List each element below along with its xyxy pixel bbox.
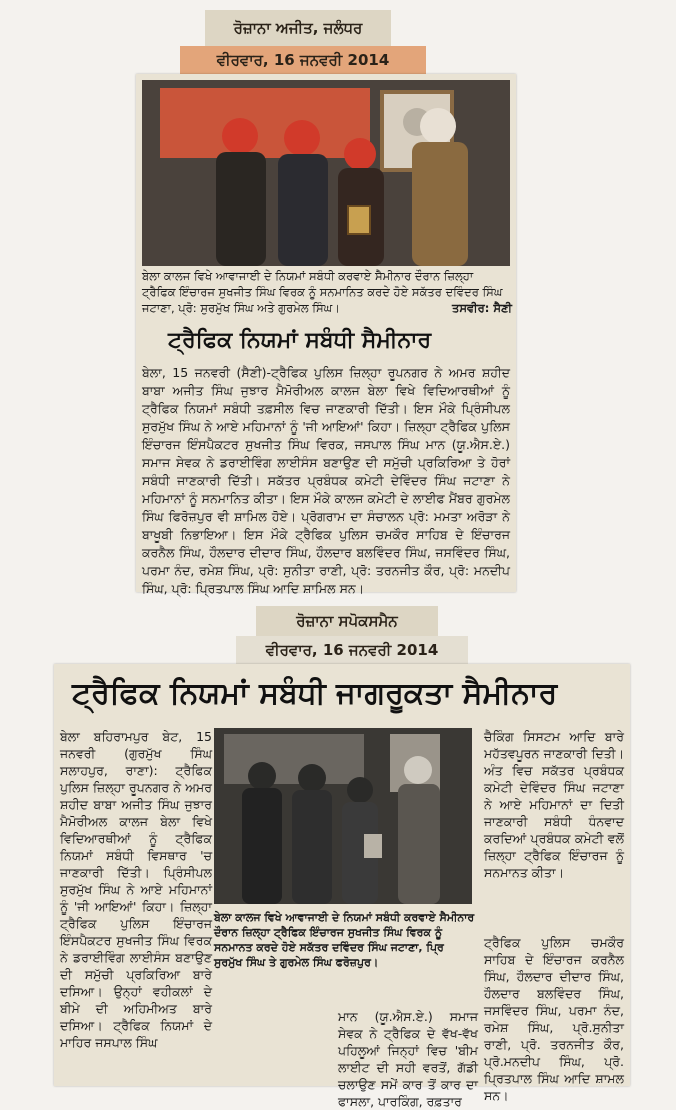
photo-credit: ਤਸਵੀਰ: ਸੈਣੀ <box>451 301 512 315</box>
paper-name: ਰੋਜ਼ਾਨਾ ਸਪੋਕਸਮੈਨ <box>296 612 398 630</box>
photo-illustration <box>214 728 472 904</box>
clipping-spokesman <box>54 664 630 1109</box>
date-label: ਵੀਰਵਾਰ, 16 ਜਨਵਰੀ 2014 <box>265 641 439 659</box>
photo-caption: ਬੇਲਾ ਕਾਲਜ ਵਿਖੇ ਆਵਾਜਾਈ ਦੇ ਨਿਯਮਾਂ ਸਬੰਧੀ ਕਰਵਾਏ ਸੈਮੀਨਾਰ ਦੌਰਾਨ ਜ਼ਿਲ੍ਹਾ ਟ੍ਰੈਫਿਕ ਇੰਚਾਰਜ ਸੁਖਜੀਤ ਸਿੰਘ ਵਿਰਕ ਨੂੰ ਸਨਮਾਨਿਤ ਕਰਦੇ ਹੋਏ ਸਕੱਤਰ ਦਵਿੰਦਰ ਸਿੰਘ ਜਟਾਣਾ, ਪ੍ਰੋ: ਸੁਰਮੁੱਖ ਸਿੰਘ ਅਤੇ ਗੁਰਮੇਲ ਸਿੰਘ। <box>142 269 503 315</box>
photo-illustration <box>142 80 510 266</box>
article-right-column-bottom: ਟ੍ਰੈਫਿਕ ਪੁਲਿਸ ਚਮਕੌਰ ਸਾਹਿਬ ਦੇ ਇੰਚਾਰਜ ਕਰਨੈਲ ਸਿੰਘ, ਹੌਲਦਾਰ ਦੀਦਾਰ ਸਿੰਘ, ਹੌਲਦਾਰ ਬਲਵਿੰਦਰ ਸਿੰਘ, ਜਸਵਿੰਦਰ ਸਿੰਘ, ਪਰਮਾ ਨੰਦ, ਰਮੇਸ਼ ਸਿੰਘ, ਪ੍ਰੋ.ਸੁਨੀਤਾ ਰਾਣੀ, ਪ੍ਰੋ. ਤਰਨਜੀਤ ਕੌਰ, ਪ੍ਰੋ.ਮਨਦੀਪ ਸਿੰਘ, ਪ੍ਰੋ. ਪ੍ਰਿਤਪਾਲ ਸਿੰਘ ਆਦਿ ਸ਼ਾਮਲ ਸਨ। <box>484 935 624 1103</box>
clipping-ajit <box>136 74 516 596</box>
date-strip-ajit <box>180 46 426 74</box>
headline: ਟ੍ਰੈਫਿਕ ਨਿਯਮਾਂ ਸਬੰਧੀ ਸੈਮੀਨਾਰ <box>168 328 432 353</box>
article-left-column: ਬੇਲਾ ਬਹਿਰਾਮਪੁਰ ਬੇਟ, 15 ਜਨਵਰੀ (ਗੁਰਮੁੱਖ ਸਿੰਘ ਸਲਾਹਪੁਰ, ਰਾਣਾ): ਟ੍ਰੈਫਿਕ ਪੁਲਿਸ ਜ਼ਿਲ੍ਹਾ ਰੂਪਨਗਰ ਨੇ ਅਮਰ ਸ਼ਹੀਦ ਬਾਬਾ ਅਜੀਤ ਸਿੰਘ ਜੁਝਾਰ ਮੈਮੋਰੀਅਲ ਕਾਲਜ ਬੇਲਾ ਵਿਖੇ ਵਿਦਿਆਰਥੀਆਂ ਨੂੰ ਟ੍ਰੈਫਿਕ ਨਿਯਮਾਂ ਸਬੰਧੀ ਵਿਸਥਾਰ 'ਚ ਜਾਣਕਾਰੀ ਦਿੱਤੀ। ਪ੍ਰਿੰਸੀਪਲ ਸੁਰਮੁੱਖ ਸਿੰਘ ਨੇ ਆਏ ਮਹਿਮਾਨਾਂ ਨੂੰ 'ਜੀ ਆਇਆਂ' ਕਿਹਾ। ਜ਼ਿਲ੍ਹਾ ਟ੍ਰੈਫਿਕ ਪੁਲਿਸ ਇੰਚਾਰਜ ਇੰਸਪੈਕਟਰ ਸੁਖਜੀਤ ਸਿੰਘ ਵਿਰਕ ਨੇ ਡਰਾਈਵਿੰਗ ਲਾਈਸੰਸ ਬਣਾਉਣ ਦੀ ਸਮੁੱਚੀ ਪ੍ਰਕਿਰਿਆ ਬਾਰੇ ਦਸਿਆ। ਉਨ੍ਹਾਂ ਵਹੀਕਲਾਂ ਦੇ ਬੀਮੇ ਦੀ ਅਹਿਮੀਅਤ ਬਾਰੇ ਦਸਿਆ। ਟ੍ਰੈਫਿਕ ਨਿਯਮਾਂ ਦੇ ਮਾਹਿਰ ਜਸਪਾਲ ਸਿੰਘ <box>60 729 212 1050</box>
article-middle-column: ਮਾਨ (ਯੂ.ਐਸ.ਏ.) ਸਮਾਜ ਸੇਵਕ ਨੇ ਟ੍ਰੈਫਿਕ ਦੇ ਵੱਖ-ਵੱਖ ਪਹਿਲੂਆਂ ਜਿਨ੍ਹਾਂ ਵਿਚ 'ਬੀਮ ਲਾਈਟ ਦੀ ਸਹੀ ਵਰਤੋਂ, ਗੱਡੀ ਚਲਾਉਣ ਸਮੇਂ ਕਾਰ ਤੋਂ ਕਾਰ ਦਾ ਫਾਸਲਾ, ਪਾਰਕਿੰਗ, ਰਫ਼ਤਾਰ <box>338 1009 478 1109</box>
headline: ਟ੍ਰੈਫਿਕ ਨਿਯਮਾਂ ਸਬੰਧੀ ਜਾਗਰੂਕਤਾ ਸੈਮੀਨਾਰ <box>72 676 558 711</box>
news-photo <box>142 80 510 266</box>
masthead-strip-spokesman <box>256 606 438 636</box>
news-photo <box>214 728 472 904</box>
date-strip-spokesman <box>236 636 468 664</box>
paper-name: ਰੋਜ਼ਾਨਾ ਅਜੀਤ, ਜਲੰਧਰ <box>233 19 363 37</box>
date-label: ਵੀਰਵਾਰ, 16 ਜਨਵਰੀ 2014 <box>216 51 390 69</box>
article-right-column-top: ਚੈਕਿੰਗ ਸਿਸਟਮ ਆਦਿ ਬਾਰੇ ਮਹੱਤਵਪੂਰਨ ਜਾਣਕਾਰੀ ਦਿਤੀ। ਅੰਤ ਵਿਚ ਸਕੱਤਰ ਪ੍ਰਬੰਧਕ ਕਮੇਟੀ ਦੇਵਿੰਦਰ ਸਿੰਘ ਜਟਾਣਾ ਨੇ ਆਏ ਮਹਿਮਾਨਾਂ ਦਾ ਦਿਤੀ ਜਾਣਕਾਰੀ ਸਬੰਧੀ ਧੰਨਵਾਦ ਕਰਦਿਆਂ ਪ੍ਰਬੰਧਕ ਕਮੇਟੀ ਵਲੋਂ ਜ਼ਿਲ੍ਹਾ ਟ੍ਰੈਫਿਕ ਇੰਚਾਰਜ ਨੂੰ ਸਨਮਾਨਤ ਕੀਤਾ। <box>484 729 624 880</box>
photo-caption: ਬੇਲਾ ਕਾਲਜ ਵਿਖੇ ਆਵਾਜਾਈ ਦੇ ਨਿਯਮਾਂ ਸਬੰਧੀ ਕਰਵਾਏ ਸੈਮੀਨਾਰ ਦੌਰਾਨ ਜ਼ਿਲ੍ਹਾ ਟ੍ਰੈਫਿਕ ਇੰਚਾਰਜ ਸੁਖਜੀਤ ਸਿੰਘ ਵਿਰਕ ਨੂੰ ਸਨਮਾਨਤ ਕਰਦੇ ਹੋਏ ਸਕੱਤਰ ਦਵਿੰਦਰ ਸਿੰਘ ਜਟਾਣਾ, ਪ੍ਰਿ ਸੁਰਮੁੱਖ ਸਿੰਘ ਤੇ ਗੁਰਮੇਲ ਸਿੰਘ ਫਰੋਜ਼ਪੁਰ। <box>214 911 475 969</box>
masthead-strip-ajit <box>205 10 391 46</box>
article-body: ਬੇਲਾ, 15 ਜਨਵਰੀ (ਸੈਣੀ)-ਟ੍ਰੈਫਿਕ ਪੁਲਿਸ ਜ਼ਿਲ੍ਹਾ ਰੂਪਨਗਰ ਨੇ ਅਮਰ ਸ਼ਹੀਦ ਬਾਬਾ ਅਜੀਤ ਸਿੰਘ ਜੁਝਾਰ ਮੈਮੋਰੀਅਲ ਕਾਲਜ ਬੇਲਾ ਵਿਖੇ ਵਿਦਿਆਰਥੀਆਂ ਨੂੰ ਟ੍ਰੈਫਿਕ ਨਿਯਮਾਂ ਸਬੰਧੀ ਤਫ਼ਸੀਲ ਵਿਚ ਜਾਣਕਾਰੀ ਦਿੱਤੀ। ਇਸ ਮੌਕੇ ਪ੍ਰਿੰਸੀਪਲ ਸੁਰਮੁੱਖ ਸਿੰਘ ਨੇ ਆਏ ਮਹਿਮਾਨਾਂ ਨੂੰ 'ਜੀ ਆਇਆਂ' ਕਿਹਾ। ਜ਼ਿਲ੍ਹਾ ਟ੍ਰੈਫਿਕ ਪੁਲਿਸ ਇੰਚਾਰਜ ਇੰਸਪੈਕਟਰ ਸੁਖਜੀਤ ਸਿੰਘ ਵਿਰਕ, ਜਸਪਾਲ ਸਿੰਘ ਮਾਨ (ਯੂ.ਐਸ.ਏ.) ਸਮਾਜ ਸੇਵਕ ਨੇ ਡਰਾਈਵਿੰਗ ਲਾਈਸੰਸ ਬਣਾਉਣ ਦੀ ਸਮੁੱਚੀ ਪ੍ਰਕਿਰਿਆ ਤੇ ਹੋਰਾਂ ਸਬੰਧੀ ਜਾਣਕਾਰੀ ਦਿੱਤੀ। ਸਕੱਤਰ ਪ੍ਰਬੰਧਕ ਕਮੇਟੀ ਦੇਵਿੰਦਰ ਸਿੰਘ ਜਟਾਣਾ ਨੇ ਮਹਿਮਾਨਾਂ ਨੂੰ ਸਨਮਾਨਿਤ ਕੀਤਾ। ਇਸ ਮੌਕੇ ਕਾਲਜ ਕਮੇਟੀ ਦੇ ਲਾਈਫ ਮੈਂਬਰ ਗੁਰਮੇਲ ਸਿੰਘ ਫਿਰੋਜ਼ਪੁਰ ਵੀ ਸ਼ਾਮਿਲ ਹੋਏ। ਪ੍ਰੋਗਰਾਮ ਦਾ ਸੰਚਾਲਨ ਪ੍ਰੋ: ਮਮਤਾ ਅਰੋੜਾ ਨੇ ਬਾਖੂਬੀ ਨਿਭਾਇਆ। ਇਸ ਮੌਕੇ ਟ੍ਰੈਫਿਕ ਪੁਲਿਸ ਚਮਕੌਰ ਸਾਹਿਬ ਦੇ ਇੰਚਾਰਜ ਕਰਨੈਲ ਸਿੰਘ, ਹੌਲਦਾਰ ਦੀਦਾਰ ਸਿੰਘ, ਹੌਲਦਾਰ ਬਲਵਿੰਦਰ ਸਿੰਘ, ਜਸਵਿੰਦਰ ਸਿੰਘ, ਪਰਮਾ ਨੰਦ, ਰਮੇਸ਼ ਸਿੰਘ, ਪ੍ਰੋ: ਸੁਨੀਤਾ ਰਾਣੀ, ਪ੍ਰੋ: ਤਰਨਜੀਤ ਕੌਰ, ਪ੍ਰੋ: ਮਨਦੀਪ ਸਿੰਘ, ਪ੍ਰੋ: ਪ੍ਰਿਤਪਾਲ ਸਿੰਘ ਆਦਿ ਸ਼ਾਮਿਲ ਸਨ। <box>142 365 510 596</box>
